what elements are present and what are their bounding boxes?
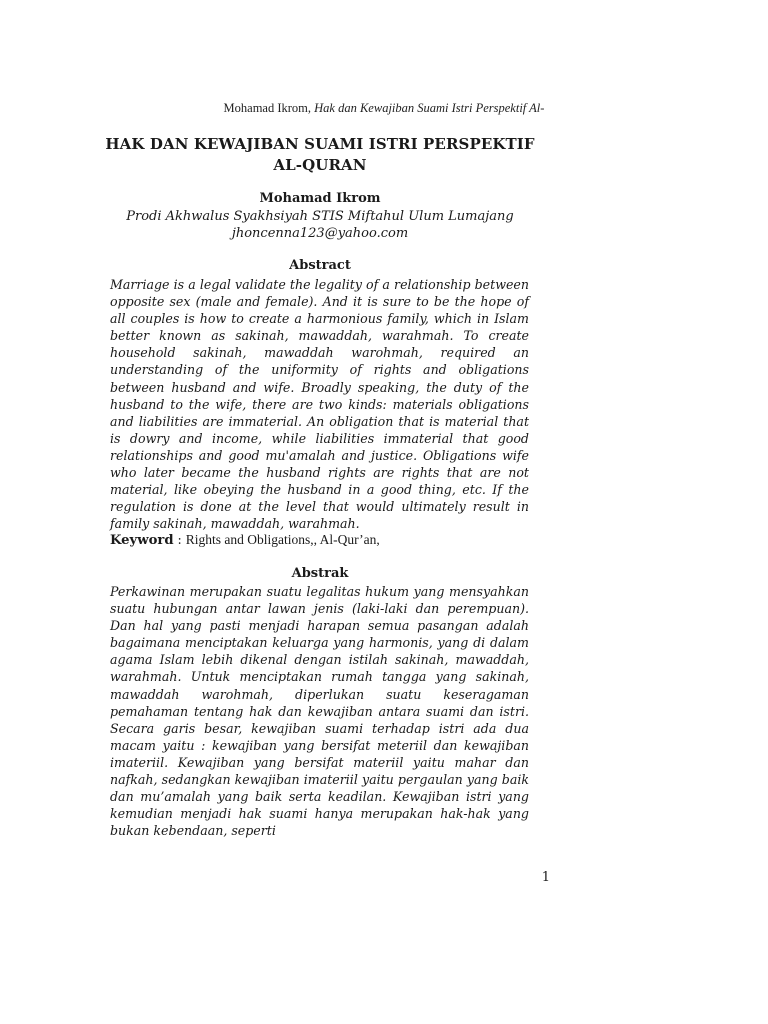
running-header-title: Hak dan Kewajiban Suami Istri Perspektif Al- xyxy=(314,101,545,115)
abstract-body: Marriage is a legal validate the legality of a relationship between opposite sex (male and female). And it is sure to be the hope of all couples is how to create a harmonious family, which in Islam better known as sakinah, mawaddah, warahmah. To create household sakinah, mawaddah warohmah, required an understanding of the uniformity of rights and obligations between husband and wife. Broadly speaking, the duty of the husband to the wife, there are two kinds: materials obligations and liabilities are immaterial. An obligation that is material that is dowry and income, while liabilities immaterial that good relationships and good mu'amalah and justice. Obligations wife who later became the husband rights are rights that are not material, like obeying the husband in a good thing, etc. If the regulation is done at the level that would ultimately result in family sakinah, mawaddah, warahmah. xyxy=(110,277,529,532)
abstract-heading: Abstract xyxy=(289,258,351,273)
abstrak-heading: Abstrak xyxy=(291,566,349,581)
author-email: jhoncenna123@yahoo.com xyxy=(231,226,409,241)
running-header xyxy=(0,101,768,116)
keyword-text: Rights and Obligations,, Al-Qur’an, xyxy=(185,532,380,547)
running-header-author: Mohamad Ikrom, xyxy=(223,101,315,115)
author-block xyxy=(100,190,540,243)
keyword-label: Keyword xyxy=(110,533,174,548)
author-affiliation: Prodi Akhwalus Syakhsiyah STIS Miftahul Ulum Lumajang xyxy=(126,208,514,224)
abstrak-body: Perkawinan merupakan suatu legalitas hukum yang mensyahkan suatu hubungan antar lawan jenis (laki-laki dan perempuan). Dan hal yang pasti menjadi harapan semua pasangan adalah bagaimana menciptakan keluarga yang harmonis, yang di dalam agama Islam lebih dikenal dengan istilah sakinah, mawaddah, warahmah. Untuk menciptakan rumah tangga yang sakinah, mawaddah warohmah, diperlukan suatu keseragaman pemahaman tentang hak dan kewajiban antara suami dan istri. Secara garis besar, kewajiban suami terhadap istri ada dua macam yaitu : kewajiban yang bersifat meteriil dan kewajiban imateriil. Kewajiban yang bersifat materiil yaitu mahar dan nafkah, sedangkan kewajiban imateriil yaitu pergaulan yang baik dan mu’amalah yang baik serta keadilan. Kewajiban istri yang kemudian menjadi hak suami hanya merupakan hak-hak yang bukan kebendaan, seperti xyxy=(110,584,529,839)
page-number: 1 xyxy=(541,870,550,885)
keyword-separator: : xyxy=(173,532,186,547)
keyword-line xyxy=(110,531,540,549)
author-name: Mohamad Ikrom xyxy=(259,191,381,206)
paper-title: HAK DAN KEWAJIBAN SUAMI ISTRI PERSPEKTIF AL-QURAN xyxy=(105,135,535,174)
